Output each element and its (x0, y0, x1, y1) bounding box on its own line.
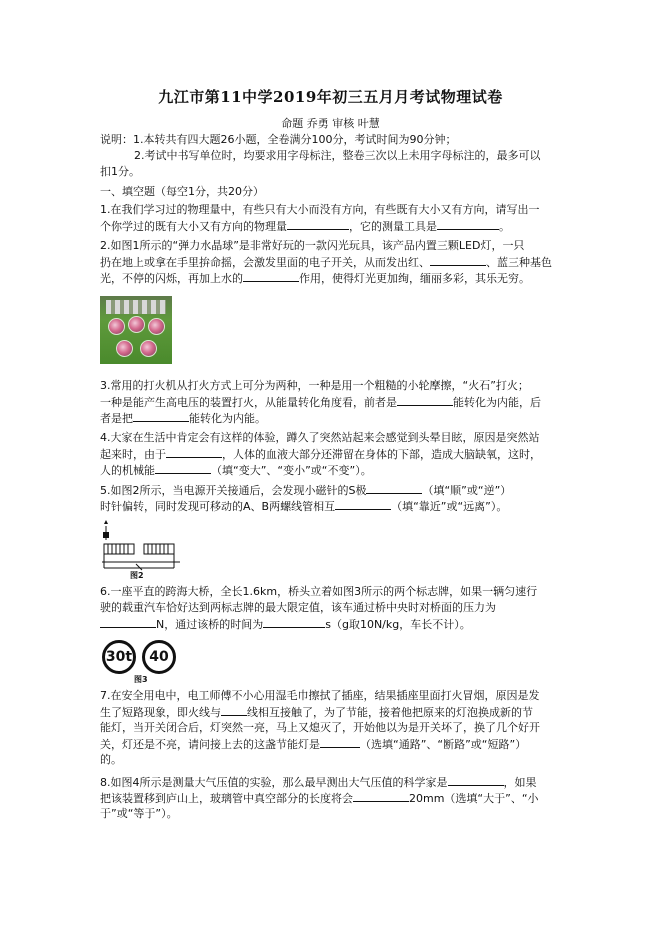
text-segment: 、蓝三种基色 (486, 256, 552, 269)
question-text (100, 790, 566, 806)
question-text (100, 774, 566, 790)
answer-blank[interactable] (397, 394, 453, 406)
question-text (100, 704, 566, 720)
crystal-ball-graphic (128, 316, 145, 333)
text-segment: ，如果 (503, 776, 537, 789)
text-segment: 生了短路现象，即火线与 (100, 706, 221, 719)
figure-1-crystal-balls (100, 296, 172, 364)
crystal-ball-graphic (116, 340, 133, 357)
question-text (100, 462, 566, 478)
question-7 (100, 688, 566, 768)
question-text: 1.在我们学习过的物理量中，有些只有大小而没有方向，有些既有大小又有方向，请写出一 (100, 203, 540, 216)
question-text (100, 616, 566, 632)
authors-line: 命题 乔勇 审核 叶慧 (281, 117, 380, 130)
figure-label: 图3 (134, 675, 148, 684)
text-segment: 起来时，由于 (100, 448, 166, 461)
text-segment: 时针偏转，同时发现可移动的A、B两螺线管相互 (100, 500, 336, 513)
text-segment: 5.如图2所示，当电源开关接通后，会发现小磁针的S极 (100, 484, 367, 497)
question-text (100, 482, 566, 498)
question-text: 能灯，当开关闭合后，灯突然一亮，马上又熄灭了，开始他以为是开关坏了，换了几个好开 (100, 721, 540, 734)
text-segment: 光，不停的闪烁，再加上水的 (100, 272, 243, 285)
answer-blank[interactable] (221, 704, 247, 716)
answer-blank[interactable] (437, 218, 499, 230)
text-segment: N，通过该桥的时间为 (156, 618, 264, 631)
figure-3-road-signs (100, 638, 190, 684)
question-text (100, 736, 566, 752)
text-segment: 关，灯还是不亮，请问接上去的这盏节能灯是 (100, 738, 320, 751)
answer-blank[interactable] (263, 616, 325, 628)
figure-label: 图2 (130, 571, 144, 580)
text-segment: （填“变大”、“变小”或“不变”）。 (211, 464, 372, 477)
question-6 (100, 584, 566, 632)
instruction-line: 2.考试中书写单位时，均要求用字母标注，整卷三次以上未用字母标注的，最多可以 (134, 149, 541, 162)
question-text: 4.大家在生活中肯定会有这样的体验，蹲久了突然站起来会感觉到头晕目眩，原因是突然站 (100, 431, 540, 444)
text-segment: ，它的测量工具是 (349, 220, 437, 233)
text-segment: 作用，使得灯光更加绚，缅丽多彩，其乐无穷。 (299, 272, 530, 285)
text-segment: s（g取10N/kg，车长不计）。 (325, 618, 471, 631)
question-text (100, 410, 566, 426)
instructions (100, 132, 566, 180)
text-segment: ，人体的血液大部分还滞留在身体的下部，造成大脑缺氧，这时， (222, 448, 541, 461)
answer-blank[interactable] (335, 498, 391, 510)
answer-blank[interactable] (448, 774, 504, 786)
question-text (100, 446, 566, 462)
crystal-ball-graphic (140, 340, 157, 357)
question-4 (100, 430, 566, 478)
question-text (100, 394, 566, 410)
question-text (100, 270, 566, 286)
question-text (100, 254, 566, 270)
instruction-line: 说明：1.本转共有四大题26小题，全卷满分100分，考试时间为90分钟； (100, 133, 457, 146)
question-text: 2.如图1所示的“弹力水晶球”是非常好玩的一款闪光玩具，该产品内置三颗LED灯，一只 (100, 239, 525, 252)
answer-blank[interactable] (166, 446, 222, 458)
speed-limit-sign: 40 (142, 640, 176, 674)
question-text (100, 498, 566, 514)
text-segment: （选填“通路”、“断路”或“短路”） (360, 738, 527, 751)
answer-blank[interactable] (366, 482, 422, 494)
question-text: 的。 (100, 753, 122, 766)
text-segment: （填“靠近”或“远离”）。 (391, 500, 508, 513)
text-segment: 能转化为内能。 (189, 412, 266, 425)
question-text: 6.一座平直的跨海大桥，全长1.6km，桥头立着如图3所示的两个标志牌，如果一辆匀速行 (100, 585, 538, 598)
text-segment: 一种是能产生高电压的装置打火，从能量转化角度看，前者是 (100, 396, 397, 409)
figure-2-solenoids (100, 518, 184, 580)
question-1 (100, 202, 566, 234)
text-segment: 8.如图4所示是测量大气压值的实验，那么最早测出大气压值的科学家是 (100, 776, 448, 789)
question-text: 3.常用的打火机从打火方式上可分为两种，一种是用一个粗糙的小轮摩擦，“火石”打火； (100, 379, 529, 392)
question-text: 于”或“等于”）。 (100, 807, 178, 820)
answer-blank[interactable] (133, 410, 189, 422)
fence-graphic (106, 300, 166, 314)
answer-blank[interactable] (287, 218, 349, 230)
question-5 (100, 482, 566, 514)
text-segment: 20mm（选填“大于”、“小 (409, 792, 539, 805)
answer-blank[interactable] (320, 736, 360, 748)
question-text: 驶的载重汽车恰好达到两标志牌的最大限定值，该车通过桥中央时对桥面的压力为 (100, 601, 496, 614)
text-segment: 能转化为内能，后 (453, 396, 541, 409)
weight-limit-sign: 30t (102, 640, 136, 674)
text-segment: 线相互接触了，为了节能，接着他把原来的灯泡换成新的节 (247, 706, 533, 719)
section-heading: 一、填空题（每空1分，共20分） (100, 185, 264, 198)
text-segment: （填“顺”或“逆”） (422, 484, 512, 497)
text-segment: 人的机械能 (100, 464, 155, 477)
text-segment: 把该装置移到庐山上，玻璃管中真空部分的长度将会 (100, 792, 353, 805)
crystal-ball-graphic (148, 318, 165, 335)
crystal-ball-graphic (108, 318, 125, 335)
text-segment: 扔在地上或拿在手里拚命摇，会激发里面的电子开关，从而发出红、 (100, 256, 430, 269)
question-3 (100, 378, 566, 426)
answer-blank[interactable] (100, 616, 156, 628)
text-segment: 者是把 (100, 412, 133, 425)
answer-blank[interactable] (155, 462, 211, 474)
answer-blank[interactable] (430, 254, 486, 266)
answer-blank[interactable] (243, 270, 299, 282)
text-segment: 个你学过的既有大小又有方向的物理量 (100, 220, 287, 233)
instruction-line: 扣1分。 (100, 165, 140, 178)
question-2 (100, 238, 566, 286)
question-text: 7.在安全用电中，电工师傅不小心用湿毛巾擦拭了插座，结果插座里面打火冒烟，原因是发 (100, 689, 540, 702)
answer-blank[interactable] (353, 790, 409, 802)
question-text (100, 218, 566, 234)
page-title: 九江市第11中学2019年初三五月月考试物理试卷 (158, 88, 503, 106)
question-8 (100, 774, 566, 822)
text-segment: 。 (499, 220, 510, 233)
